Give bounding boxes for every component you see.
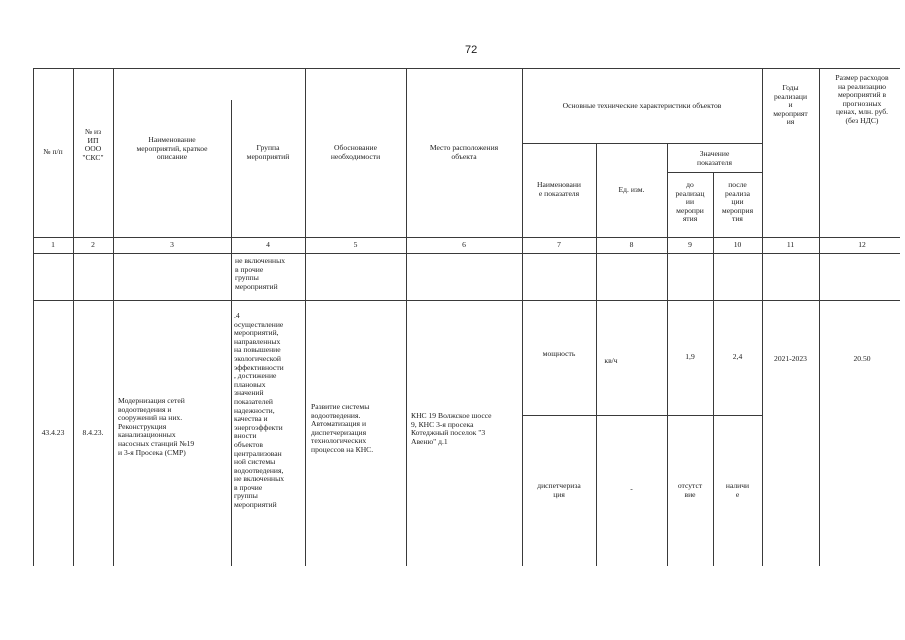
value-subheader-line <box>667 172 762 173</box>
page-number: 72 <box>465 44 478 56</box>
col-line-11 <box>819 68 820 566</box>
header-ip-num: № из ИП ООО "СКС" <box>82 127 104 162</box>
col-line-9 <box>713 172 714 566</box>
col-number: 3 <box>170 240 174 249</box>
col-numbers-bottom-line <box>33 253 900 254</box>
indicator-after: наличи е <box>725 481 750 499</box>
row-name: Модернизация сетей водоотведения и сооружений на них. Реконструкция канализационных насосных станций №19 и 3-я Просека (СМР) <box>118 396 195 457</box>
col-number: 8 <box>629 240 634 249</box>
header-indicator-name: Наименовани е показателя <box>537 180 581 198</box>
row-group: .4 осуществление мероприятий, направленных на повышение экологической эффективности , достижение плановых значений показателей надежности, качества и энергоэффекти вности объектов централизован ной системы водоотведения, не включенных в прочие группы мероприятий <box>234 311 284 510</box>
row-cost: 20.50 <box>853 354 871 363</box>
subheader-line <box>522 143 762 144</box>
indicator-before: отсутст вие <box>677 481 703 499</box>
col-line-4 <box>305 68 306 566</box>
header-after: после реализа ции мероприя тия <box>721 180 754 224</box>
col-line-7 <box>596 143 597 566</box>
col-number: 7 <box>557 240 561 249</box>
header-indicator-value: Значение показателя <box>697 149 732 167</box>
row-years: 2021-2023 <box>774 354 807 363</box>
col-line-3 <box>231 100 232 566</box>
row-location: КНС 19 Волжское шоссе 9, КНС 3-я просека Котеджный поселок "3 Авеню" д.1 <box>411 411 492 446</box>
col-number: 12 <box>858 240 866 249</box>
row-number: 43.4.23 <box>41 428 65 437</box>
row-justification: Развитие системы водоотведения. Автоматизация и диспетчеризация технологических процессов на КНС. <box>311 402 374 454</box>
col-number: 9 <box>688 240 692 249</box>
indicator-unit: - <box>630 484 633 493</box>
col-number: 6 <box>462 240 466 249</box>
col-line-5 <box>406 68 407 566</box>
indicator-name: мощность <box>542 349 576 358</box>
col-number: 1 <box>51 240 55 249</box>
header-group: Группа мероприятий <box>246 143 290 161</box>
indicator-unit: кв/ч <box>604 356 618 365</box>
col-number: 5 <box>353 240 358 249</box>
row-separator-line <box>33 300 900 301</box>
indicator-after: 2,4 <box>732 352 743 361</box>
header-justification: Обоснование необходимости <box>330 143 381 161</box>
indicator-name: диспетчериза ция <box>537 481 581 499</box>
header-before: до реализац ии меропри ятия <box>675 180 705 224</box>
header-bottom-line <box>33 237 900 238</box>
table-top-border <box>33 68 900 69</box>
indicator-before: 1,9 <box>685 352 695 361</box>
header-unit: Ед. изм. <box>618 185 645 194</box>
col-line-10 <box>762 68 763 566</box>
header-location: Место расположения объекта <box>429 143 499 161</box>
indicator-separator-line <box>522 415 762 416</box>
header-cost: Размер расходов на реализацию мероприятий в прогнозных ценах, млн. руб. (без НДС) <box>835 73 889 125</box>
header-name: Наименование мероприятий, краткое описание <box>136 135 208 162</box>
header-main-tech: Основные технические характеристики объектов <box>562 101 722 110</box>
continuation-group-text: не включенных в прочие группы мероприятий <box>235 256 285 291</box>
header-num: № п/п <box>43 147 63 156</box>
col-number: 10 <box>733 240 742 249</box>
col-number: 2 <box>91 240 95 249</box>
header-years: Годы реализаци и мероприят ия <box>773 83 808 127</box>
col-number: 4 <box>266 240 270 249</box>
col-number: 11 <box>786 240 795 249</box>
col-line-0 <box>33 68 34 566</box>
row-ip-number: 8.4.23. <box>82 428 104 437</box>
